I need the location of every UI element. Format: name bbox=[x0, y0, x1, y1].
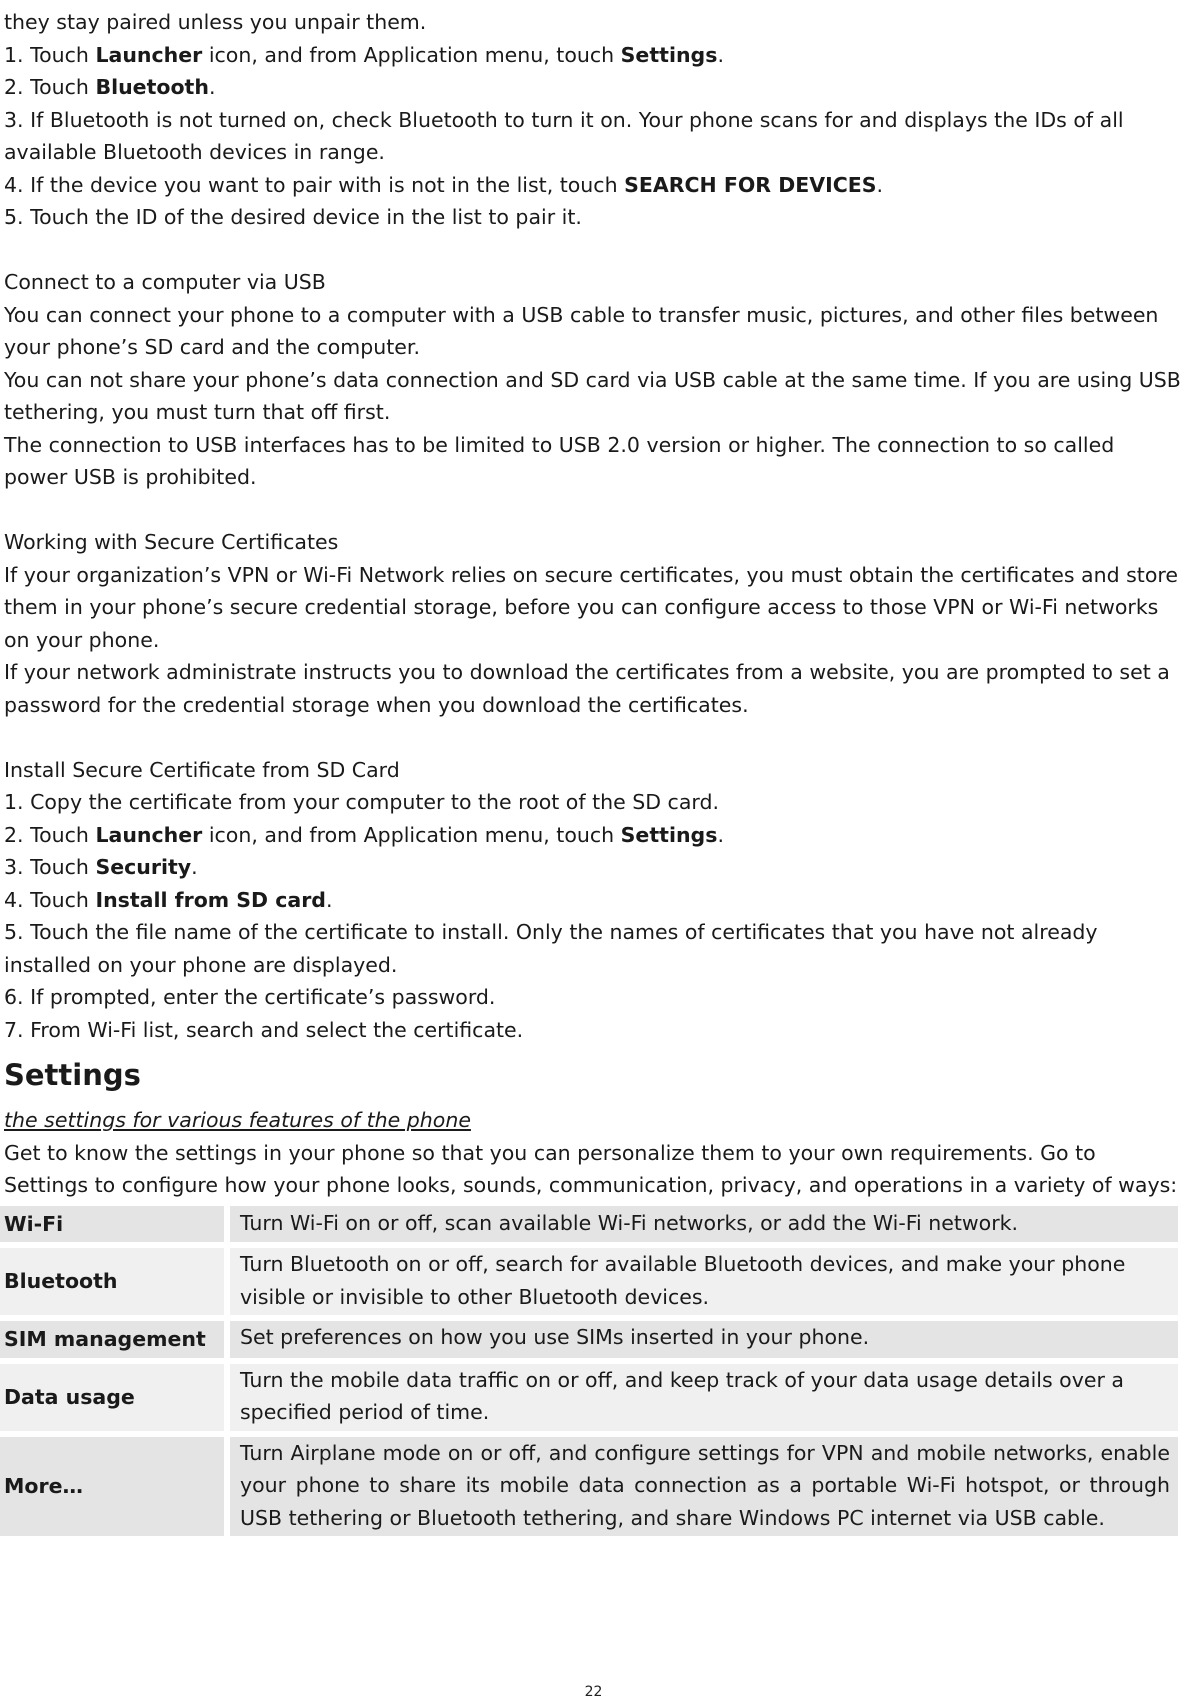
usb-paragraph-3: The connection to USB interfaces has to be limited to USB 2.0 version or higher. The connection to so called power USB is prohibited. bbox=[4, 432, 1115, 489]
setting-key: SIM management bbox=[0, 1321, 224, 1358]
certs-paragraph-1: If your organization’s VPN or Wi-Fi Network relies on secure certificates, you must obtain the certificates and store them in your phone’s secure credential storage, before you can configure access to those VPN or Wi-Fi networks on your phone. bbox=[4, 562, 1178, 652]
bt-step-5: 5. Touch the ID of the desired device in the list to pair it. bbox=[4, 205, 582, 229]
setting-description: Turn Airplane mode on or off, and configure settings for VPN and mobile networks, enable your phone to share its mobile data connection as a portable Wi-Fi hotspot, or through USB tethering or Bluetooth tethering, and share Windows PC internet via USB cable. bbox=[230, 1437, 1178, 1537]
document-page bbox=[4, 6, 1182, 1542]
spacer bbox=[4, 234, 1182, 267]
setting-description: Turn Wi-Fi on or off, scan available Wi-Fi networks, or add the Wi-Fi network. bbox=[230, 1206, 1178, 1243]
install-step-7: 7. From Wi-Fi list, search and select the certificate. bbox=[4, 1017, 524, 1042]
page-number: 22 bbox=[584, 1684, 603, 1700]
settings-table bbox=[0, 1200, 1178, 1543]
certs-heading: Working with Secure Certificates bbox=[4, 530, 339, 554]
table-row bbox=[0, 1364, 1178, 1431]
install-step-2: 2. Touch Launcher icon, and from Application menu, touch Settings. bbox=[4, 822, 724, 847]
usb-paragraph-2: You can not share your phone’s data connection and SD card via USB cable at the same time. If you are using USB tethering, you must turn that off first. bbox=[4, 367, 1181, 424]
install-step-1: 1. Copy the certificate from your computer to the root of the SD card. bbox=[4, 790, 719, 814]
intro-line: they stay paired unless you unpair them. bbox=[4, 10, 427, 34]
settings-subtitle: the settings for various features of the phone bbox=[4, 1108, 471, 1132]
install-steps bbox=[4, 786, 1182, 1046]
install-step-5: 5. Touch the file name of the certificate to install. Only the names of certificates that you have not already installed on your phone are displayed. bbox=[4, 920, 1098, 977]
setting-key: Bluetooth bbox=[0, 1248, 224, 1315]
bt-step-4: 4. If the device you want to pair with is not in the list, touch SEARCH FOR DEVICES. bbox=[4, 172, 884, 197]
table-row bbox=[0, 1437, 1178, 1537]
setting-description: Turn Bluetooth on or off, search for available Bluetooth devices, and make your phone visible or invisible to other Bluetooth devices. bbox=[230, 1248, 1178, 1315]
certs-paragraph-2: If your network administrate instructs you to download the certificates from a website, you are prompted to set a password for the credential storage when you download the certificates. bbox=[4, 660, 1170, 717]
bt-step-2: 2. Touch Bluetooth. bbox=[4, 75, 216, 99]
setting-key: More… bbox=[0, 1437, 224, 1537]
install-step-3: 3. Touch Security. bbox=[4, 855, 198, 879]
install-step-4: 4. Touch Install from SD card. bbox=[4, 887, 333, 912]
setting-description: Turn the mobile data traffic on or off, and keep track of your data usage details over a specified period of time. bbox=[230, 1364, 1178, 1431]
usb-paragraph-1: You can connect your phone to a computer with a USB cable to transfer music, pictures, and other files between your phone’s SD card and the computer. bbox=[4, 302, 1159, 359]
table-row bbox=[0, 1248, 1178, 1315]
setting-key: Data usage bbox=[0, 1364, 224, 1431]
install-heading: Install Secure Certificate from SD Card bbox=[4, 757, 400, 782]
bluetooth-steps bbox=[4, 39, 1182, 234]
bt-step-3: 3. If Bluetooth is not turned on, check Bluetooth to turn it on. Your phone scans for and displays the IDs of all available Bluetooth devices in range. bbox=[4, 107, 1124, 164]
bt-step-1: 1. Touch Launcher icon, and from Application menu, touch Settings. bbox=[4, 42, 724, 67]
settings-intro: Get to know the settings in your phone so that you can personalize them to your own requirements. Go to Settings to configure how your phone looks, sounds, communication, privacy, and operations in a variety of ways: bbox=[4, 1140, 1178, 1197]
install-step-6: 6. If prompted, enter the certificate’s password. bbox=[4, 985, 496, 1009]
spacer bbox=[4, 494, 1182, 527]
spacer bbox=[4, 721, 1182, 754]
settings-title: Settings bbox=[4, 1058, 141, 1092]
usb-heading: Connect to a computer via USB bbox=[4, 270, 326, 294]
table-row bbox=[0, 1206, 1178, 1243]
table-row bbox=[0, 1321, 1178, 1358]
setting-description: Set preferences on how you use SIMs inserted in your phone. bbox=[230, 1321, 1178, 1358]
setting-key: Wi-Fi bbox=[0, 1206, 224, 1243]
